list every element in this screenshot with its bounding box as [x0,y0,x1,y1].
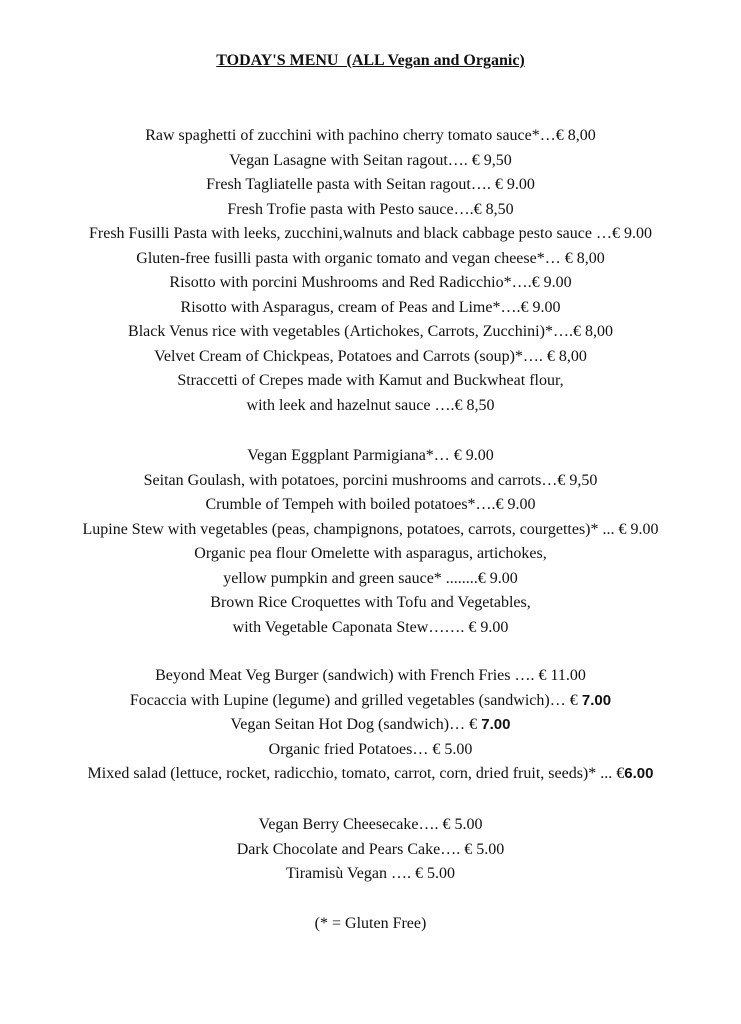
menu-item: Fresh Tagliatelle pasta with Seitan ragout…. € 9.00 [206,176,535,193]
menu-item [0,713,741,738]
menu-title: TODAY'S MENU (ALL Vegan and Organic) [216,52,525,69]
menu-item: Fresh Trofie pasta with Pesto sauce….€ 8,50 [227,200,514,218]
first-courses-section [0,124,741,418]
menu-item: Organic pea flour Omelette with asparagus, artichokes, [194,545,547,562]
menu-item: Velvet Cream of Chickpeas, Potatoes and Carrots (soup)*…. € 8,00 [154,347,587,365]
menu-item: Tiramisù Vegan …. € 5.00 [286,865,455,882]
item-price: 6.00 [624,765,654,782]
menu-item: Raw spaghetti of zucchini with pachino cherry tomato sauce*…€ 8,00 [145,127,596,144]
menu-item: with leek and hazelnut sauce ….€ 8,50 [246,396,495,414]
item-text: Beyond Meat Veg Burger (sandwich) with French Fries …. € 11.00 [155,667,586,684]
main-courses-section [0,444,741,640]
menu-item: Vegan Lasagne with Seitan ragout…. € 9,50 [229,151,512,169]
menu-item: Crumble of Tempeh with boiled potatoes*….€ 9.00 [205,496,536,513]
menu-item: Lupine Stew with vegetables (peas, champignons, potatoes, carrots, courgettes)* ... € 9.00 [82,520,659,538]
gluten-free-footnote: (* = Gluten Free) [314,915,427,932]
menu-item [0,738,741,763]
menu-item [0,689,741,714]
menu-item: Gluten-free fusilli pasta with organic tomato and vegan cheese*… € 8,00 [136,249,605,267]
menu-item [0,664,741,689]
item-text: Organic fried Potatoes… € 5.00 [268,740,473,758]
menu-item: Risotto with porcini Mushrooms and Red Radicchio*….€ 9.00 [169,274,572,291]
sandwiches-section [0,664,741,787]
menu-item: Straccetti of Crepes made with Kamut and Buckwheat flour, [177,372,564,389]
item-price: 7.00 [477,716,511,733]
menu-item: with Vegetable Caponata Stew……. € 9.00 [232,618,509,636]
desserts-section [0,813,741,887]
item-text: Mixed salad (lettuce, rocket, radicchio, tomato, carrot, corn, dried fruit, seeds)* ... € [87,765,625,782]
menu-item: Fresh Fusilli Pasta with leeks, zucchini,walnuts and black cabbage pesto sauce …€ 9.00 [89,225,652,242]
item-price: 7.00 [577,691,612,709]
item-text: Vegan Seitan Hot Dog (sandwich)… € [230,716,478,733]
menu-item: Black Venus rice with vegetables (Artichokes, Carrots, Zucchini)*….€ 8,00 [128,323,613,340]
menu-item: Vegan Berry Cheesecake…. € 5.00 [258,816,483,833]
item-text: Focaccia with Lupine (legume) and grilled vegetables (sandwich)… € [129,691,578,709]
menu-item: Seitan Goulash, with potatoes, porcini mushrooms and carrots…€ 9,50 [143,471,598,489]
menu-item: Brown Rice Croquettes with Tofu and Vegetables, [210,594,531,611]
menu-item: Risotto with Asparagus, cream of Peas and Lime*….€ 9.00 [180,298,561,316]
menu-item: yellow pumpkin and green sauce* ........€ 9.00 [223,569,518,587]
menu-item [0,762,741,787]
menu-item: Dark Chocolate and Pears Cake…. € 5.00 [236,840,505,858]
menu-item: Vegan Eggplant Parmigiana*… € 9.00 [247,447,494,464]
